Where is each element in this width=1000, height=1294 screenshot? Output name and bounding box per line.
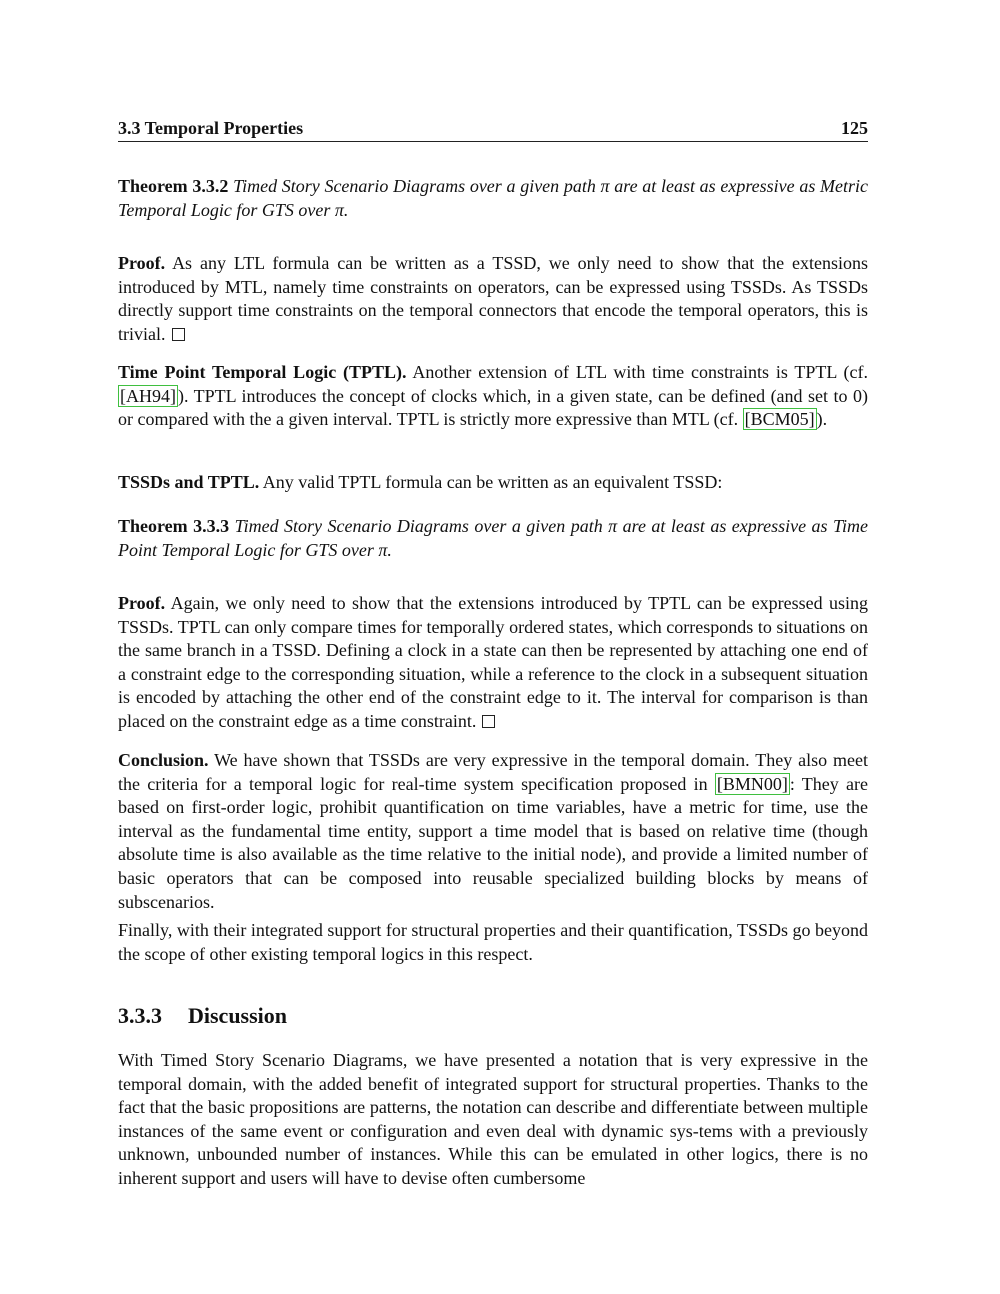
finally-text: Finally, with their integrated support for structural properties and their quantification, TSSDs go beyond the scope of other existing temporal logics in this respect. (118, 920, 868, 964)
tssds-tptl-paragraph (118, 471, 868, 495)
section-title: Discussion (188, 1003, 288, 1028)
running-header-title: 3.3 Temporal Properties (118, 118, 304, 138)
discussion-paragraph (118, 1049, 868, 1191)
tssds-tptl-text: Any valid TPTL formula can be written as an equivalent TSSD: (262, 472, 723, 492)
conclusion-text-2: : They are based on first-order logic, prohibit quantification on time variables, have a metric for time, use the interval as the fundamental time entity, support a time model that is based on relative time (though absolute time is also available as the time relative to the initial node), and provide a limited number of basic operators that can be composed into reusable specialized building blocks by means of subscenarios. (118, 773, 869, 912)
theorem-3-3-3 (118, 515, 868, 562)
proof-2 (118, 592, 868, 734)
section-number: 3.3.3 (118, 1003, 162, 1028)
page-number: 125 (841, 118, 868, 138)
conclusion-text-1: We have shown that TSSDs are very expressive in the temporal domain. They also meet the criteria for a temporal logic for real-time system specification proposed in (118, 750, 868, 794)
citation-link[interactable]: [AH94] (120, 385, 176, 406)
citation-link[interactable]: [BMN00] (716, 773, 788, 794)
theorem-text: Timed Story Scenario Diagrams over a given path π are at least as expressive as Time Point Temporal Logic for GTS over π. (118, 516, 868, 560)
proof-text: Again, we only need to show that the extensions introduced by TPTL can be expressed using TSSDs. TPTL can only compare times for temporally ordered states, which corresponds to situations on the same branch in a TSSD. Defining a clock in a state can then be represented by attaching one end of a constraint edge to the corresponding situation, while a reference to the clock in a subsequent situation is encoded by attaching the other end of the constraint edge to it. The interval for comparison is than placed on the constraint edge as a time constraint. (118, 593, 868, 731)
tptl-text-1: Another extension of LTL with time constraints is TPTL (cf. (412, 362, 868, 382)
proof-label: Proof. (118, 253, 166, 273)
finally-paragraph (118, 919, 868, 966)
theorem-text: Timed Story Scenario Diagrams over a given path π are at least as expressive as Metric Temporal Logic for GTS over π. (118, 176, 869, 220)
section-heading (118, 1002, 287, 1030)
proof-1 (118, 252, 868, 346)
theorem-label: Theorem 3.3.2 (118, 176, 229, 196)
tptl-paragraph (118, 361, 868, 432)
tssds-tptl-label: TSSDs and TPTL. (118, 472, 260, 492)
running-header (118, 116, 868, 142)
proof-label: Proof. (118, 593, 166, 613)
theorem-3-3-2 (118, 175, 868, 222)
discussion-text: With Timed Story Scenario Diagrams, we have presented a notation that is very expressive in the temporal domain, with the added benefit of integrated support for structural properties. Thanks to the fact that the basic propositions are patterns, the notation can describe and differentiate between multiple instances of the same event or configuration and even deal with dynamic sys-tems with a previously unknown, unbounded number of instances. While this can be emulated in other logics, there is no inherent support and users will have to devise often cumbersome (118, 1050, 868, 1188)
qed-symbol (172, 328, 185, 341)
citation-link[interactable]: [BCM05] (744, 409, 815, 430)
qed-symbol (482, 715, 495, 728)
tptl-text-3: ). (816, 409, 828, 430)
conclusion-paragraph (118, 749, 868, 914)
proof-text: As any LTL formula can be written as a TSSD, we only need to show that the extensions introduced by MTL, namely time constraints on operators, can be expressed using TSSDs. As TSSDs directly support time constraints on the temporal connectors that encode the temporal operators, this is trivial. (118, 253, 868, 344)
theorem-label: Theorem 3.3.3 (118, 516, 230, 536)
conclusion-label: Conclusion. (118, 750, 209, 770)
tptl-text-2: ). TPTL introduces the concept of clocks which, in a given state, can be defined (and set to 0) or compared with the a given interval. TPTL is strictly more expressive than MTL (cf. (118, 385, 868, 430)
tptl-label: Time Point Temporal Logic (TPTL). (118, 362, 407, 382)
